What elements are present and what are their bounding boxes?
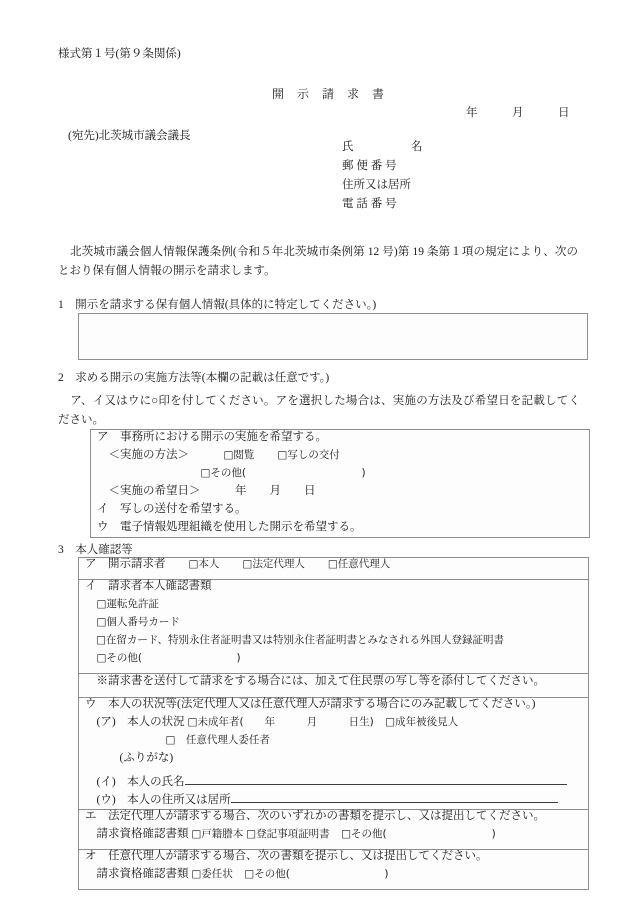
checkbox-voluntary-docs-other[interactable]: □その他( ) bbox=[244, 868, 389, 880]
principal-status-label: ウ 本人の状況等(法定代理人又は任意代理人が請求する場合にのみ記載してください。) bbox=[85, 698, 536, 710]
principal-name-input[interactable] bbox=[185, 771, 567, 785]
option-u-electronic-disclosure[interactable]: ウ 電子情報処理組織を使用した開示を希望する。 bbox=[97, 521, 362, 533]
requester-type-line bbox=[79, 559, 588, 577]
addressee: (宛先)北茨城市議会議長 bbox=[68, 130, 191, 142]
principal-name-label: (イ) 本人の氏名 bbox=[96, 776, 185, 788]
checkbox-legal-docs-other[interactable]: □その他( ) bbox=[341, 828, 496, 840]
identity-documents-label: イ 請求者本人確認書類 bbox=[85, 580, 212, 592]
checkbox-copy-delivery[interactable]: □写しの交付 bbox=[277, 449, 340, 461]
identity-documents-note bbox=[79, 673, 588, 695]
section2-number: 2 bbox=[58, 372, 64, 384]
document-other-line bbox=[79, 653, 588, 671]
checkbox-method-other[interactable]: □その他( ) bbox=[200, 467, 366, 479]
section1-number: 1 bbox=[58, 299, 64, 311]
voluntary-agent-line bbox=[79, 735, 588, 753]
option-a-office-disclosure[interactable]: ア 事務所における開示の実施を希望する。 bbox=[97, 431, 327, 443]
checkbox-drivers-license[interactable]: □運転免許証 bbox=[96, 598, 159, 610]
section3-heading bbox=[58, 545, 133, 557]
legal-docs-sublabel: 請求資格確認書類 bbox=[96, 828, 189, 840]
statute-paragraph bbox=[58, 243, 578, 281]
table-row-identity-documents bbox=[79, 580, 588, 698]
principal-address-label: (ウ) 本人の住所又は居所 bbox=[96, 794, 231, 806]
principal-address-input[interactable] bbox=[231, 789, 558, 803]
checkbox-family-register[interactable]: □戸籍謄本 bbox=[191, 828, 244, 840]
option-i-copy-mailing[interactable]: イ 写しの送付を希望する。 bbox=[97, 503, 247, 515]
applicant-info-block bbox=[342, 142, 423, 218]
section2-instruction-text: ア、イ又はウに○印を付してください。アを選択した場合は、実施の方法及び希望日を記載してください。 bbox=[58, 395, 580, 426]
checkbox-residence-card[interactable]: □在留カード、特別永住者証明書又は特別永住者証明書とみなされる外国人登録証明書 bbox=[96, 634, 504, 646]
applicant-field-address[interactable]: 住所又は居所 bbox=[342, 179, 411, 191]
section1-entry-box[interactable] bbox=[78, 313, 588, 360]
checkbox-inspection[interactable]: □閲覧 bbox=[223, 449, 255, 461]
principal-name-line bbox=[79, 771, 588, 789]
voluntary-representative-docs-label: オ 任意代理人が請求する場合、次の書類を提示し、又は提出してください。 bbox=[85, 850, 488, 862]
checkbox-voluntary-agent-principal[interactable]: □ 任意代理人委任者 bbox=[165, 734, 270, 746]
identity-verification-table bbox=[78, 557, 589, 890]
checkbox-my-number-card[interactable]: □個人番号カード bbox=[96, 616, 180, 628]
applicant-field-name[interactable]: 氏 名 bbox=[342, 141, 423, 153]
page-title: 開 示 請 求 書 bbox=[272, 87, 390, 101]
section2-title: 求める開示の実施方法等(本欄の記載は任意です。) bbox=[75, 372, 330, 384]
section3-number: 3 bbox=[58, 544, 64, 556]
header-date-field[interactable]: 年 月 日 bbox=[466, 107, 570, 119]
table-row-requester-type bbox=[79, 558, 588, 580]
voluntary-representative-docs-line bbox=[79, 869, 588, 887]
legal-representative-docs-label: エ 法定代理人が請求する場合、次のいずれかの書類を提示し、又は提出してください。 bbox=[85, 810, 545, 822]
section3-title: 本人確認等 bbox=[75, 544, 133, 556]
desired-date-label: ＜実施の希望日＞ bbox=[108, 485, 201, 497]
document-drivers-license-line bbox=[79, 599, 588, 617]
checkbox-minor[interactable]: □未成年者( 年 月 日生) bbox=[187, 716, 374, 728]
principal-status-line bbox=[79, 717, 588, 735]
form-code: 様式第１号(第９条関係) bbox=[58, 48, 181, 60]
table-row-voluntary-representative-docs bbox=[79, 850, 588, 890]
section1-title: 開示を請求する保有個人情報(具体的に特定してください。) bbox=[75, 299, 377, 311]
statute-text: 北茨城市議会個人情報保護条例(令和５年北茨城市条例第 12 号)第 19 条第１項の規定により、次のとおり保有個人情報の開示を請求します。 bbox=[58, 246, 578, 277]
requester-type-label: ア 開示請求者 bbox=[85, 558, 166, 570]
legal-representative-docs-line bbox=[79, 829, 588, 847]
principal-status-sublabel: (ア) 本人の状況 bbox=[96, 716, 185, 728]
method-other-row bbox=[91, 468, 589, 486]
identity-documents-note-text: ※請求書を送付して請求をする場合には、加えて住民票の写し等を添付してください。 bbox=[96, 675, 545, 687]
section1-heading bbox=[58, 300, 376, 312]
checkbox-voluntary-representative[interactable]: □任意代理人 bbox=[327, 558, 391, 570]
checkbox-adult-ward[interactable]: □成年被後見人 bbox=[385, 716, 459, 728]
desired-date-row bbox=[91, 486, 589, 504]
table-row-legal-representative-docs bbox=[79, 810, 588, 850]
applicant-field-phone[interactable]: 電 話 番 号 bbox=[342, 198, 397, 210]
principal-address-line bbox=[79, 789, 588, 807]
checkbox-power-of-attorney[interactable]: □委任状 bbox=[191, 868, 233, 880]
document-residence-card-line bbox=[79, 635, 588, 653]
furigana-label: (ふりがな) bbox=[119, 752, 174, 764]
method-label: ＜実施の方法＞ bbox=[108, 449, 189, 461]
checkbox-self[interactable]: □本人 bbox=[188, 558, 220, 570]
checkbox-legal-representative[interactable]: □法定代理人 bbox=[242, 558, 305, 570]
method-row bbox=[91, 450, 589, 468]
checkbox-document-other[interactable]: □その他( ) bbox=[96, 652, 241, 664]
desired-date-value[interactable]: 年 月 日 bbox=[235, 485, 316, 497]
applicant-field-postal-code[interactable]: 郵 便 番 号 bbox=[342, 160, 397, 172]
voluntary-docs-sublabel: 請求資格確認書類 bbox=[96, 868, 189, 880]
section2-instruction bbox=[58, 392, 580, 430]
table-row-principal-status bbox=[79, 698, 588, 810]
checkbox-registry-certificate[interactable]: □登記事項証明書 bbox=[246, 828, 330, 840]
furigana-line bbox=[79, 753, 588, 771]
document-my-number-card-line bbox=[79, 617, 588, 635]
section2-heading bbox=[58, 373, 329, 385]
section2-options-box bbox=[90, 429, 590, 538]
